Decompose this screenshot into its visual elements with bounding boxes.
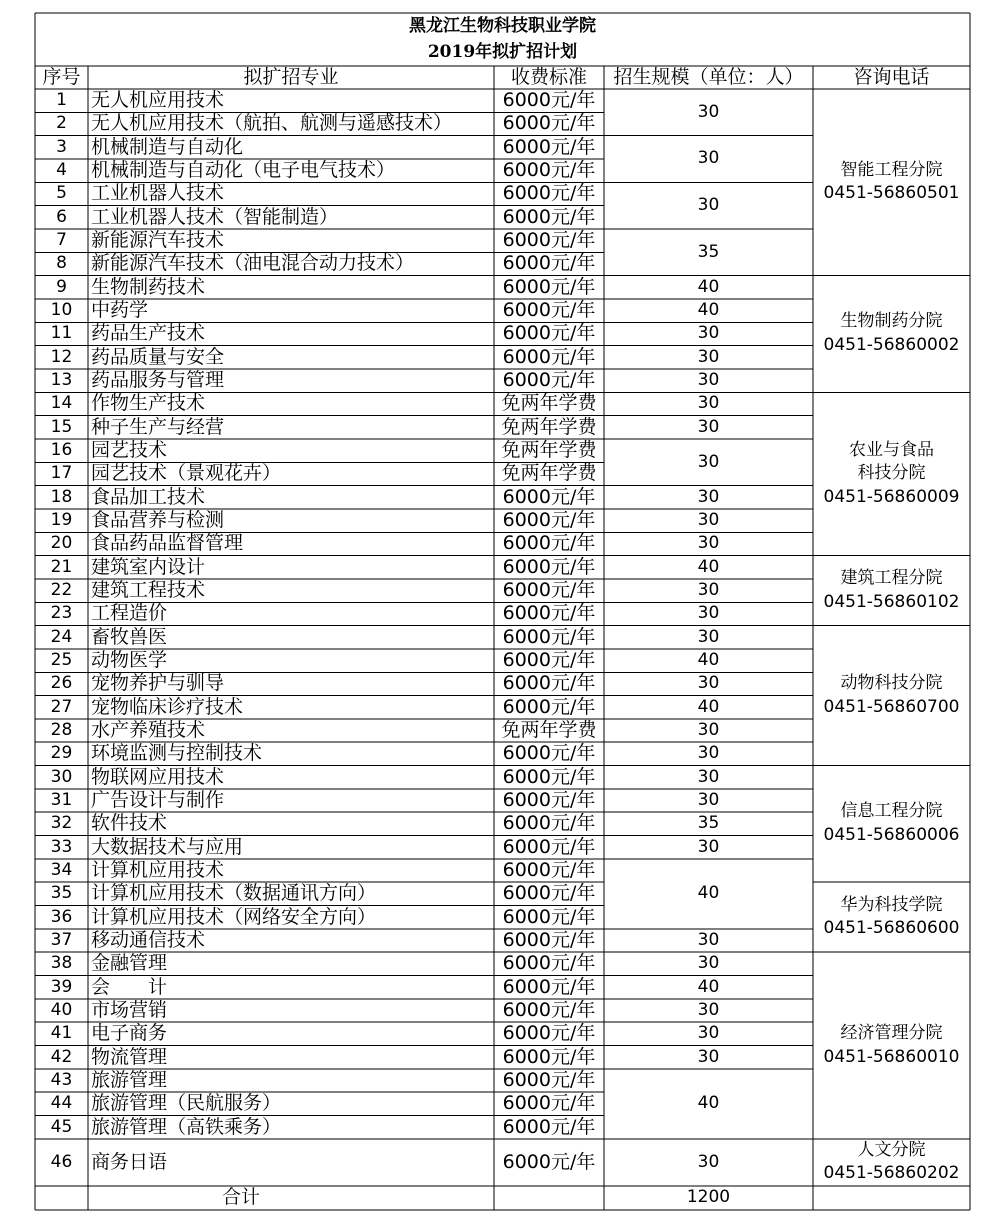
enrollment-scale: 30 — [697, 1046, 720, 1067]
row-number: 33 — [50, 836, 73, 857]
major-name: 建筑工程技术 — [91, 579, 206, 602]
major-name: 计算机应用技术（数据通讯方向） — [91, 882, 377, 905]
major-name: 无人机应用技术 — [91, 89, 225, 112]
fee-standard: 6000元/年 — [502, 765, 596, 788]
fee-standard: 6000元/年 — [502, 205, 596, 228]
row-number: 10 — [50, 300, 73, 321]
department-name: 生物制药分院 — [840, 311, 943, 332]
row-number: 42 — [50, 1046, 73, 1067]
row-number: 41 — [50, 1023, 73, 1044]
department-phone: 0451-56860501 — [823, 183, 960, 204]
enrollment-scale: 40 — [697, 276, 720, 297]
row-number: 20 — [50, 533, 73, 554]
row-number: 11 — [50, 323, 73, 344]
major-name: 生物制药技术 — [91, 275, 206, 298]
major-name: 园艺技术 — [91, 439, 168, 462]
row-number: 14 — [50, 393, 73, 414]
major-name: 工业机器人技术（智能制造） — [91, 205, 339, 228]
fee-standard: 免两年学费 — [501, 439, 597, 462]
fee-standard: 6000元/年 — [502, 952, 596, 975]
fee-standard: 6000元/年 — [502, 252, 596, 275]
enrollment-scale: 30 — [697, 1023, 720, 1044]
enrollment-scale: 35 — [697, 241, 720, 262]
fee-standard: 6000元/年 — [502, 509, 596, 532]
fee-standard: 6000元/年 — [502, 555, 596, 578]
total-label: 合计 — [221, 1186, 260, 1209]
enrollment-scale: 30 — [697, 673, 720, 694]
department-contact — [813, 276, 970, 393]
row-number: 25 — [50, 650, 73, 671]
fee-standard: 6000元/年 — [502, 602, 596, 625]
major-name: 宠物临床诊疗技术 — [91, 695, 244, 718]
fee-standard: 6000元/年 — [502, 345, 596, 368]
enrollment-scale: 30 — [697, 370, 720, 391]
header-fee: 收费标准 — [510, 66, 587, 88]
fee-standard: 6000元/年 — [502, 742, 596, 765]
row-number: 4 — [56, 160, 67, 181]
row-number: 23 — [50, 603, 73, 624]
major-name: 动物医学 — [91, 649, 168, 672]
major-name: 药品生产技术 — [91, 322, 206, 345]
fee-standard: 6000元/年 — [502, 1022, 596, 1045]
fee-standard: 免两年学费 — [501, 415, 597, 438]
enrollment-scale: 35 — [697, 813, 720, 834]
enrollment-scale: 30 — [697, 101, 720, 122]
major-name: 移动通信技术 — [91, 929, 206, 952]
major-name: 建筑室内设计 — [91, 555, 206, 578]
major-name: 计算机应用技术（网络安全方向） — [91, 905, 377, 928]
department-phone: 0451-56860102 — [823, 591, 960, 612]
row-number: 29 — [50, 743, 73, 764]
major-name: 中药学 — [91, 299, 149, 322]
row-number: 2 — [56, 113, 67, 134]
department-name: 华为科技学院 — [840, 894, 943, 915]
enrollment-scale: 30 — [697, 416, 720, 437]
department-name: 智能工程分院 — [840, 159, 943, 180]
department-contact — [813, 882, 970, 952]
enrollment-scale: 30 — [697, 580, 720, 601]
row-number: 17 — [50, 463, 73, 484]
fee-standard: 6000元/年 — [502, 1150, 596, 1173]
fee-standard: 6000元/年 — [502, 625, 596, 648]
major-name: 软件技术 — [91, 812, 168, 835]
department-name: 经济管理分院 — [840, 1023, 943, 1044]
row-number: 27 — [50, 696, 73, 717]
enrollment-scale: 30 — [697, 626, 720, 647]
fee-standard: 6000元/年 — [502, 672, 596, 695]
row-number: 43 — [50, 1070, 73, 1091]
row-number: 28 — [50, 720, 73, 741]
fee-standard: 6000元/年 — [502, 159, 596, 182]
department-contact — [813, 1139, 970, 1186]
fee-standard: 6000元/年 — [502, 859, 596, 882]
row-number: 37 — [50, 930, 73, 951]
fee-standard: 6000元/年 — [502, 882, 596, 905]
enrollment-scale: 30 — [697, 323, 720, 344]
major-name: 新能源汽车技术（油电混合动力技术） — [91, 252, 415, 275]
fee-standard: 免两年学费 — [501, 719, 597, 742]
enrollment-scale: 30 — [697, 953, 720, 974]
major-name: 作物生产技术 — [91, 392, 206, 415]
enrollment-scale: 40 — [697, 883, 720, 904]
enrollment-scale: 30 — [697, 790, 720, 811]
fee-standard: 6000元/年 — [502, 905, 596, 928]
row-number: 9 — [56, 276, 67, 297]
major-name: 物流管理 — [91, 1045, 168, 1068]
row-number: 36 — [50, 906, 73, 927]
enrollment-scale: 40 — [697, 1093, 720, 1114]
enrollment-scale: 30 — [697, 533, 720, 554]
enrollment-scale: 40 — [697, 556, 720, 577]
fee-standard: 6000元/年 — [502, 1092, 596, 1115]
department-name: 动物科技分院 — [840, 673, 943, 694]
fee-standard: 6000元/年 — [502, 485, 596, 508]
fee-standard: 6000元/年 — [502, 89, 596, 112]
header-no: 序号 — [42, 66, 81, 88]
fee-standard: 6000元/年 — [502, 975, 596, 998]
department-name: 人文分院 — [857, 1139, 926, 1160]
row-number: 30 — [50, 766, 73, 787]
fee-standard: 6000元/年 — [502, 999, 596, 1022]
department-name: 信息工程分院 — [840, 801, 943, 822]
fee-standard: 6000元/年 — [502, 322, 596, 345]
sheet-title: 黑龙江生物科技职业学院 — [409, 16, 596, 36]
major-name: 宠物养护与驯导 — [91, 672, 225, 695]
row-number: 6 — [56, 206, 67, 227]
enrollment-scale: 30 — [697, 766, 720, 787]
row-number: 16 — [50, 440, 73, 461]
major-name: 畜牧兽医 — [91, 625, 168, 648]
major-name: 机械制造与自动化（电子电气技术） — [91, 159, 396, 182]
major-name: 旅游管理（高铁乘务） — [91, 1115, 282, 1138]
sheet-subtitle: 2019年拟扩招计划 — [427, 41, 578, 62]
major-name: 药品质量与安全 — [91, 345, 225, 368]
major-name: 广告设计与制作 — [91, 789, 225, 812]
major-name: 水产养殖技术 — [91, 719, 206, 742]
enrollment-scale: 30 — [697, 393, 720, 414]
row-number: 18 — [50, 486, 73, 507]
major-name: 药品服务与管理 — [91, 369, 225, 392]
department-phone: 0451-56860202 — [823, 1163, 960, 1184]
major-name: 工业机器人技术 — [91, 182, 225, 205]
enrollment-scale: 40 — [697, 976, 720, 997]
row-number: 38 — [50, 953, 73, 974]
fee-standard: 6000元/年 — [502, 369, 596, 392]
major-name: 旅游管理（民航服务） — [91, 1092, 282, 1115]
row-number: 34 — [50, 860, 73, 881]
major-name: 金融管理 — [91, 952, 168, 975]
row-number: 21 — [50, 556, 73, 577]
fee-standard: 6000元/年 — [502, 649, 596, 672]
row-number: 39 — [50, 976, 73, 997]
fee-standard: 6000元/年 — [502, 275, 596, 298]
fee-standard: 6000元/年 — [502, 835, 596, 858]
row-number: 15 — [50, 416, 73, 437]
enrollment-scale: 30 — [697, 346, 720, 367]
major-name: 食品加工技术 — [91, 485, 206, 508]
row-number: 12 — [50, 346, 73, 367]
fee-standard: 6000元/年 — [502, 789, 596, 812]
row-number: 3 — [56, 136, 67, 157]
header-major: 拟扩招专业 — [243, 66, 339, 88]
enrollment-scale: 30 — [697, 1000, 720, 1021]
major-name: 旅游管理 — [91, 1069, 168, 1092]
department-contact — [813, 556, 970, 626]
fee-standard: 6000元/年 — [502, 182, 596, 205]
row-number: 1 — [56, 90, 67, 111]
enrollment-scale: 30 — [697, 195, 720, 216]
enrollment-scale: 30 — [697, 930, 720, 951]
major-name: 大数据技术与应用 — [91, 835, 244, 858]
major-name: 计算机应用技术 — [91, 859, 225, 882]
fee-standard: 6000元/年 — [502, 579, 596, 602]
fee-standard: 6000元/年 — [502, 695, 596, 718]
fee-standard: 免两年学费 — [501, 392, 597, 415]
row-number: 7 — [56, 230, 67, 251]
department-contact — [813, 626, 970, 766]
enrollment-scale: 30 — [697, 743, 720, 764]
enrollment-scale: 30 — [697, 148, 720, 169]
fee-standard: 6000元/年 — [502, 929, 596, 952]
department-phone: 0451-56860002 — [823, 334, 960, 355]
major-name: 物联网应用技术 — [91, 765, 225, 788]
header-phone: 咨询电话 — [853, 66, 930, 88]
row-number: 31 — [50, 790, 73, 811]
department-phone: 0451-56860009 — [823, 486, 960, 507]
total-value: 1200 — [686, 1187, 731, 1208]
row-number: 22 — [50, 580, 73, 601]
department-phone: 0451-56860600 — [823, 918, 960, 939]
fee-standard: 6000元/年 — [502, 299, 596, 322]
major-name: 食品药品监督管理 — [91, 532, 244, 555]
fee-standard: 6000元/年 — [502, 229, 596, 252]
fee-standard: 6000元/年 — [502, 1045, 596, 1068]
major-name: 商务日语 — [91, 1150, 168, 1173]
major-name: 电子商务 — [91, 1022, 168, 1045]
department-contact — [813, 952, 970, 1139]
enrollment-scale: 30 — [697, 451, 720, 472]
department-contact — [813, 392, 970, 555]
row-number: 19 — [50, 510, 73, 531]
fee-standard: 6000元/年 — [502, 135, 596, 158]
row-number: 40 — [50, 1000, 73, 1021]
department-phone: 0451-56860006 — [823, 824, 960, 845]
major-name: 市场营销 — [91, 999, 168, 1022]
major-name: 种子生产与经营 — [91, 415, 225, 438]
row-number: 44 — [50, 1093, 73, 1114]
fee-standard: 6000元/年 — [502, 112, 596, 135]
enrollment-scale: 30 — [697, 836, 720, 857]
fee-standard: 6000元/年 — [502, 1115, 596, 1138]
major-name: 食品营养与检测 — [91, 509, 225, 532]
department-name: 农业与食品 — [849, 439, 934, 460]
major-name: 机械制造与自动化 — [91, 135, 244, 158]
fee-standard: 免两年学费 — [501, 462, 597, 485]
row-number: 46 — [50, 1151, 73, 1172]
department-contact — [813, 766, 970, 883]
department-phone: 0451-56860010 — [823, 1046, 960, 1067]
major-name: 会 计 — [91, 975, 168, 998]
enrollment-scale: 40 — [697, 300, 720, 321]
major-name: 园艺技术（景观花卉） — [91, 462, 282, 485]
row-number: 45 — [50, 1116, 73, 1137]
row-number: 26 — [50, 673, 73, 694]
row-number: 24 — [50, 626, 73, 647]
enrollment-scale: 30 — [697, 1151, 720, 1172]
header-scale: 招生规模（单位：人） — [613, 66, 804, 88]
major-name: 无人机应用技术（航拍、航测与遥感技术） — [91, 112, 453, 135]
row-number: 5 — [56, 183, 67, 204]
enrollment-scale: 30 — [697, 603, 720, 624]
department-contact — [813, 89, 970, 276]
fee-standard: 6000元/年 — [502, 532, 596, 555]
major-name: 新能源汽车技术 — [91, 229, 225, 252]
fee-standard: 6000元/年 — [502, 1069, 596, 1092]
enrollment-scale: 30 — [697, 510, 720, 531]
department-phone: 0451-56860700 — [823, 696, 960, 717]
department-name: 建筑工程分院 — [840, 568, 943, 589]
major-name: 环境监测与控制技术 — [91, 742, 263, 765]
department-name: 科技分院 — [857, 463, 926, 484]
enrollment-scale: 30 — [697, 720, 720, 741]
enrollment-scale: 40 — [697, 696, 720, 717]
major-name: 工程造价 — [91, 602, 168, 625]
row-number: 35 — [50, 883, 73, 904]
row-number: 13 — [50, 370, 73, 391]
row-number: 32 — [50, 813, 73, 834]
fee-standard: 6000元/年 — [502, 812, 596, 835]
enrollment-scale: 30 — [697, 486, 720, 507]
enrollment-scale: 40 — [697, 650, 720, 671]
row-number: 8 — [56, 253, 67, 274]
